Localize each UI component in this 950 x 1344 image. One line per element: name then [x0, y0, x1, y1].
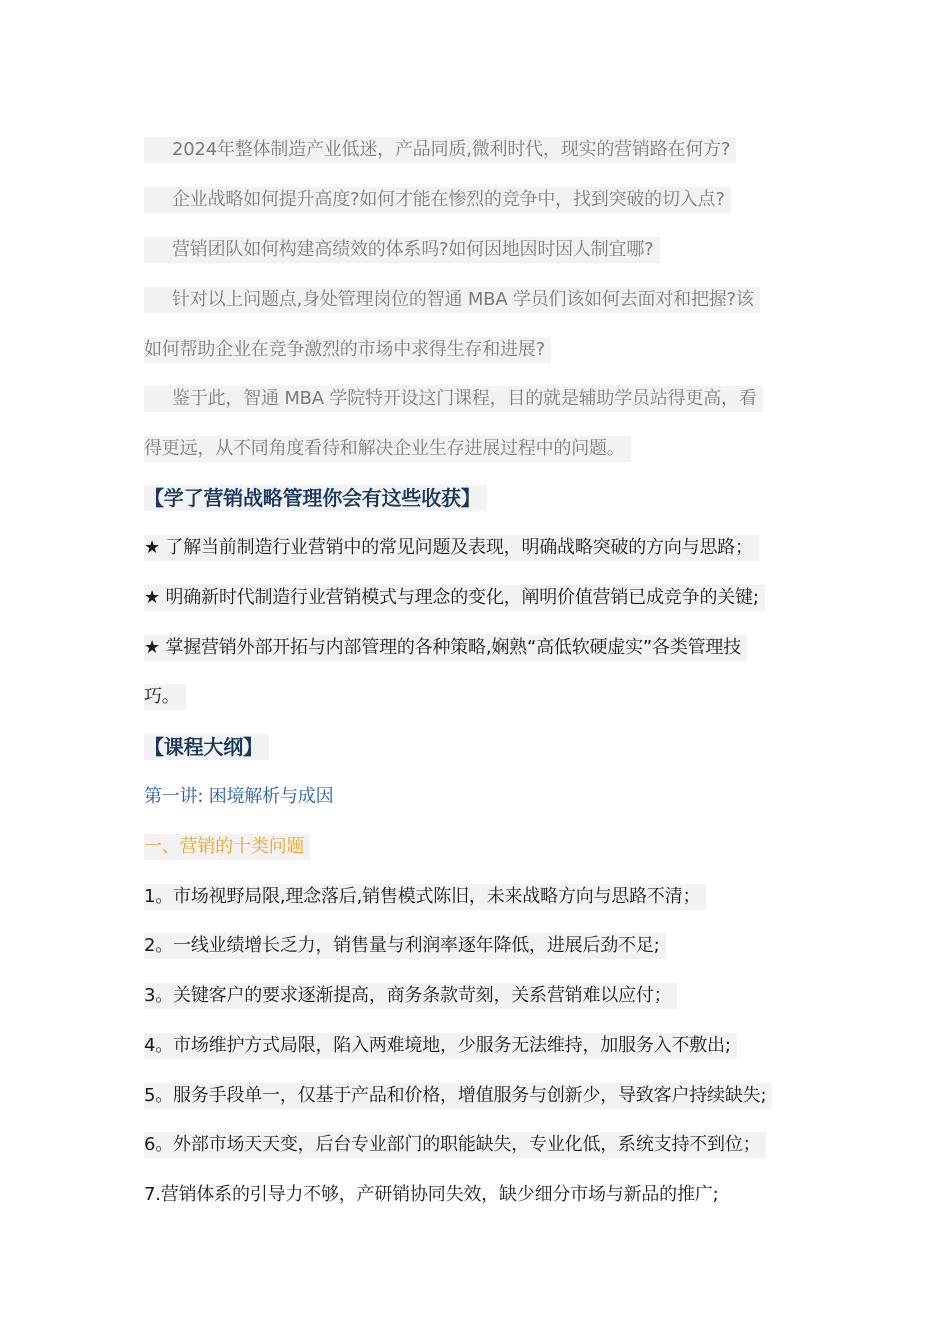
problem-text-7: 7.营销体系的引导力不够，产研销协同失效，缺少细分市场与新品的推广; — [144, 1184, 719, 1205]
problem-text-4: 4。市场维护方式局限，陷入两难境地，少服务无法维持，加服务入不敷出; — [144, 1033, 737, 1059]
outline-heading-text: 【课程大纲】 — [144, 734, 269, 760]
intro-text-3: 营销团队如何构建高绩效的体系吗?如何因地因时因人制宜哪? — [144, 237, 660, 263]
problem-item-7 — [144, 1182, 718, 1208]
intro-line-5 — [144, 337, 551, 363]
problem-text-5: 5。服务手段单一，仅基于产品和价格，增值服务与创新少，导致客户持续缺失; — [144, 1083, 772, 1109]
problem-item-3 — [144, 983, 677, 1009]
lecture-title — [144, 784, 333, 810]
lecture-title-text: 第一讲: 困境解析与成因 — [144, 786, 334, 807]
benefit-text-2: ★ 明确新时代制造行业营销模式与理念的变化，阐明价值营销已成竞争的关键; — [144, 585, 765, 611]
intro-line-4 — [144, 287, 760, 313]
problem-text-6: 6。外部市场天天变，后台专业部门的职能缺失，专业化低，系统支持不到位； — [144, 1132, 766, 1158]
benefits-heading — [144, 485, 487, 511]
intro-line-1 — [144, 137, 736, 163]
benefit-item-2 — [144, 585, 765, 611]
problems-heading-text: 一、营销的十类问题 — [144, 834, 310, 860]
intro-line-2 — [144, 187, 731, 213]
benefit-text-4: 巧。 — [144, 684, 186, 710]
intro-line-6 — [144, 386, 763, 412]
benefit-item-3 — [144, 635, 747, 661]
intro-text-4: 针对以上问题点,身处管理岗位的智通 MBA 学员们该如何去面对和把握?该 — [144, 287, 760, 313]
problem-item-5 — [144, 1083, 772, 1109]
outline-heading — [144, 734, 269, 760]
problem-item-2 — [144, 933, 666, 959]
benefit-text-1: ★ 了解当前制造行业营销中的常见问题及表现，明确战略突破的方向与思路； — [144, 535, 759, 561]
intro-text-2: 企业战略如何提升高度?如何才能在惨烈的竞争中，找到突破的切入点? — [144, 187, 731, 213]
intro-text-5: 如何帮助企业在竞争激烈的市场中求得生存和进展? — [144, 337, 551, 363]
problem-item-1 — [144, 884, 706, 910]
benefits-heading-text: 【学了营销战略管理你会有这些收获】 — [144, 485, 487, 511]
benefit-text-3: ★ 掌握营销外部开拓与内部管理的各种策略,娴熟“高低软硬虚实”各类管理技 — [144, 635, 747, 661]
problem-text-3: 3。关键客户的要求逐渐提高，商务条款苛刻，关系营销难以应付； — [144, 983, 677, 1009]
problems-heading — [144, 834, 310, 860]
problem-text-1: 1。市场视野局限,理念落后,销售模式陈旧，未来战略方向与思路不清； — [144, 884, 706, 910]
benefit-item-3-cont — [144, 684, 186, 710]
intro-line-3 — [144, 237, 660, 263]
intro-text-1: 2024年整体制造产业低迷，产品同质,微利时代，现实的营销路在何方? — [144, 137, 736, 163]
intro-text-6: 鉴于此，智通 MBA 学院特开设这门课程，目的就是辅助学员站得更高，看 — [144, 386, 763, 412]
problem-item-4 — [144, 1033, 737, 1059]
problem-item-6 — [144, 1132, 766, 1158]
intro-text-7: 得更远，从不同角度看待和解决企业生存进展过程中的问题。 — [144, 436, 631, 462]
benefit-item-1 — [144, 535, 759, 561]
intro-line-7 — [144, 436, 631, 462]
problem-text-2: 2。一线业绩增长乏力，销售量与利润率逐年降低，进展后劲不足; — [144, 933, 666, 959]
